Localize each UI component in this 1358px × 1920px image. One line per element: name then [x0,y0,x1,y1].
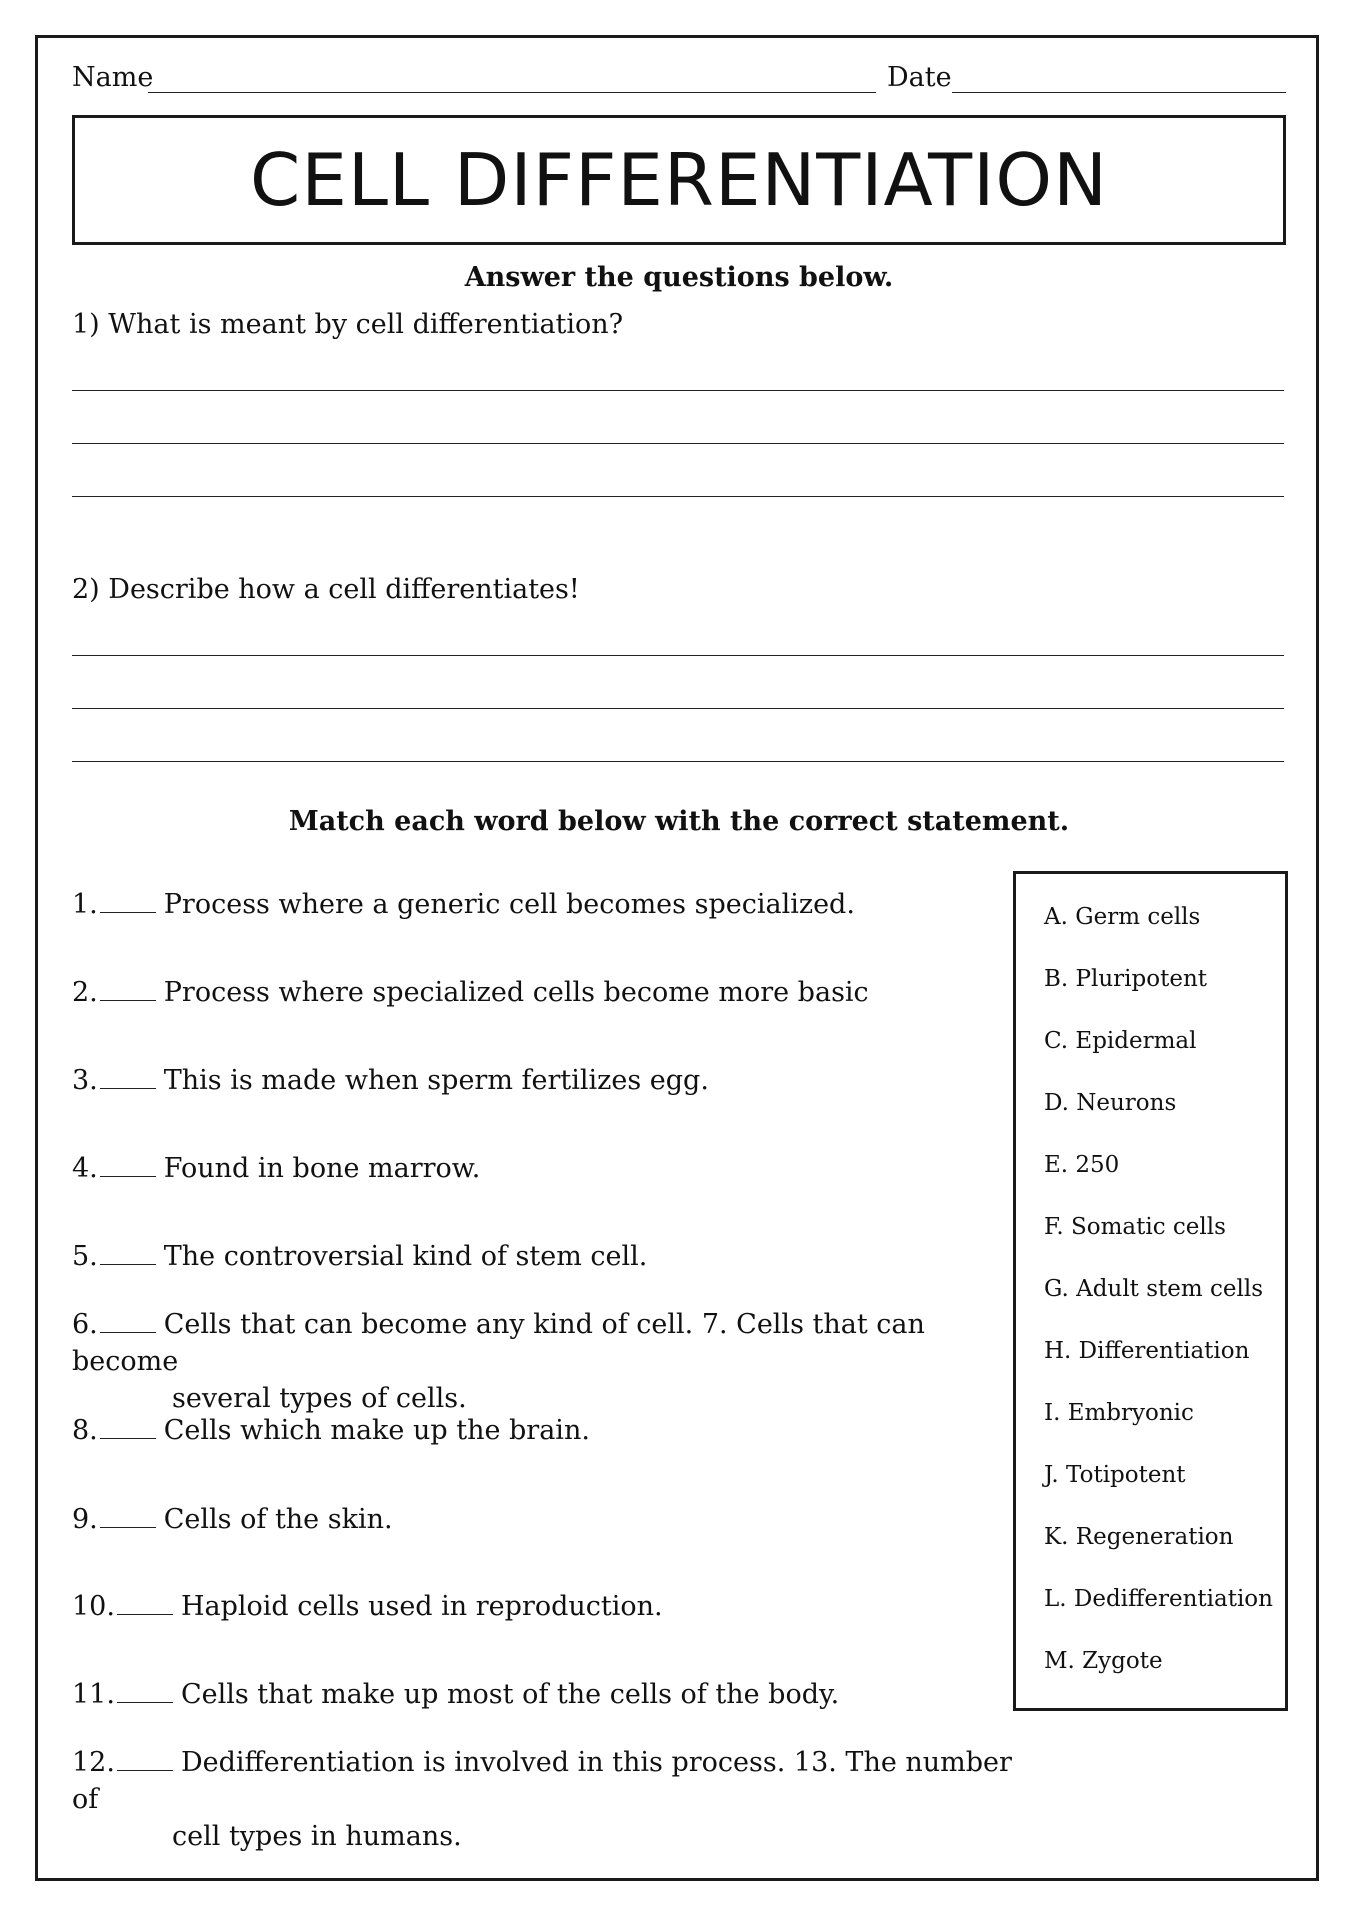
name-label: Name [72,62,154,93]
answer-blank[interactable] [100,1310,156,1333]
word-bank [1013,871,1288,1711]
answer-blank[interactable] [100,1242,156,1265]
section2-instruction: Match each word below with the correct statement. [288,806,1070,837]
match-item [72,1744,1012,1855]
title-box [72,115,1286,245]
item-text-continued: cell types in humans. [172,1821,462,1852]
answer-blank[interactable] [100,1505,156,1528]
match-item [72,1238,1012,1275]
word-bank-item: G. Adult stem cells [1044,1276,1264,1302]
item-text: This is made when sperm fertilizes egg. [163,1065,709,1096]
answer-line-q2-1[interactable] [72,655,1284,656]
word-bank-item: A. Germ cells [1044,904,1201,930]
word-bank-item: J. Totipotent [1044,1462,1186,1488]
answer-blank[interactable] [100,1416,156,1439]
item-text: Process where a generic cell becomes specialized. [163,889,855,920]
answer-blank[interactable] [117,1748,173,1771]
word-bank-item: F. Somatic cells [1044,1214,1226,1240]
item-number: 11. [72,1679,115,1710]
item-number: 5. [72,1241,98,1272]
item-text: Cells which make up the brain. [163,1415,590,1446]
word-bank-item: D. Neurons [1044,1090,1177,1116]
item-text: Process where specialized cells become more basic [163,977,869,1008]
item-number: 9. [72,1504,98,1535]
answer-blank[interactable] [100,1066,156,1089]
item-number: 1. [72,889,98,920]
answer-blank[interactable] [100,890,156,913]
answer-blank[interactable] [117,1680,173,1703]
word-bank-item: H. Differentiation [1044,1338,1250,1364]
match-item [72,1588,1012,1625]
item-text-continued: several types of cells. [172,1383,467,1414]
match-item [72,1306,1012,1417]
header-row [72,62,1286,102]
item-text: Haploid cells used in reproduction. [180,1591,663,1622]
match-item [72,886,1012,923]
item-number: 2. [72,977,98,1008]
match-item [72,1062,1012,1099]
answer-line-q1-3[interactable] [72,496,1284,497]
answer-line-q2-3[interactable] [72,761,1284,762]
section1-instruction: Answer the questions below. [464,262,894,293]
item-text: The controversial kind of stem cell. [163,1241,648,1272]
answer-blank[interactable] [100,978,156,1001]
word-bank-item: E. 250 [1044,1152,1120,1178]
match-item [72,974,1012,1011]
question-1: 1) What is meant by cell differentiation? [72,309,624,340]
item-number: 12. [72,1747,115,1778]
item-number: 10. [72,1591,115,1622]
question-2: 2) Describe how a cell differentiates! [72,574,580,605]
item-number: 8. [72,1415,98,1446]
item-number: 4. [72,1153,98,1184]
answer-line-q1-2[interactable] [72,443,1284,444]
answer-line-q2-2[interactable] [72,708,1284,709]
item-text: Dedifferentiation is involved in this process. 13. The number of [72,1747,1012,1815]
match-item [72,1150,1012,1187]
answer-line-q1-1[interactable] [72,390,1284,391]
word-bank-item: C. Epidermal [1044,1028,1197,1054]
item-number: 6. [72,1309,98,1340]
item-text: Found in bone marrow. [163,1153,481,1184]
page-title: CELL DIFFERENTIATION [250,138,1108,222]
name-field[interactable] [148,92,876,93]
answer-blank[interactable] [117,1592,173,1615]
word-bank-item: B. Pluripotent [1044,966,1207,992]
match-item [72,1676,1012,1713]
word-bank-item: K. Regeneration [1044,1524,1234,1550]
date-field[interactable] [952,92,1286,93]
date-label: Date [887,62,952,93]
item-number: 3. [72,1065,98,1096]
answer-blank[interactable] [100,1154,156,1177]
word-bank-item: L. Dedifferentiation [1044,1586,1273,1612]
item-text: Cells of the skin. [163,1504,393,1535]
word-bank-item: M. Zygote [1044,1648,1163,1674]
match-item [72,1412,1012,1449]
item-text: Cells that can become any kind of cell. 7. Cells that can become [72,1309,925,1377]
item-text: Cells that make up most of the cells of the body. [180,1679,840,1710]
word-bank-item: I. Embryonic [1044,1400,1194,1426]
match-item [72,1501,1012,1538]
